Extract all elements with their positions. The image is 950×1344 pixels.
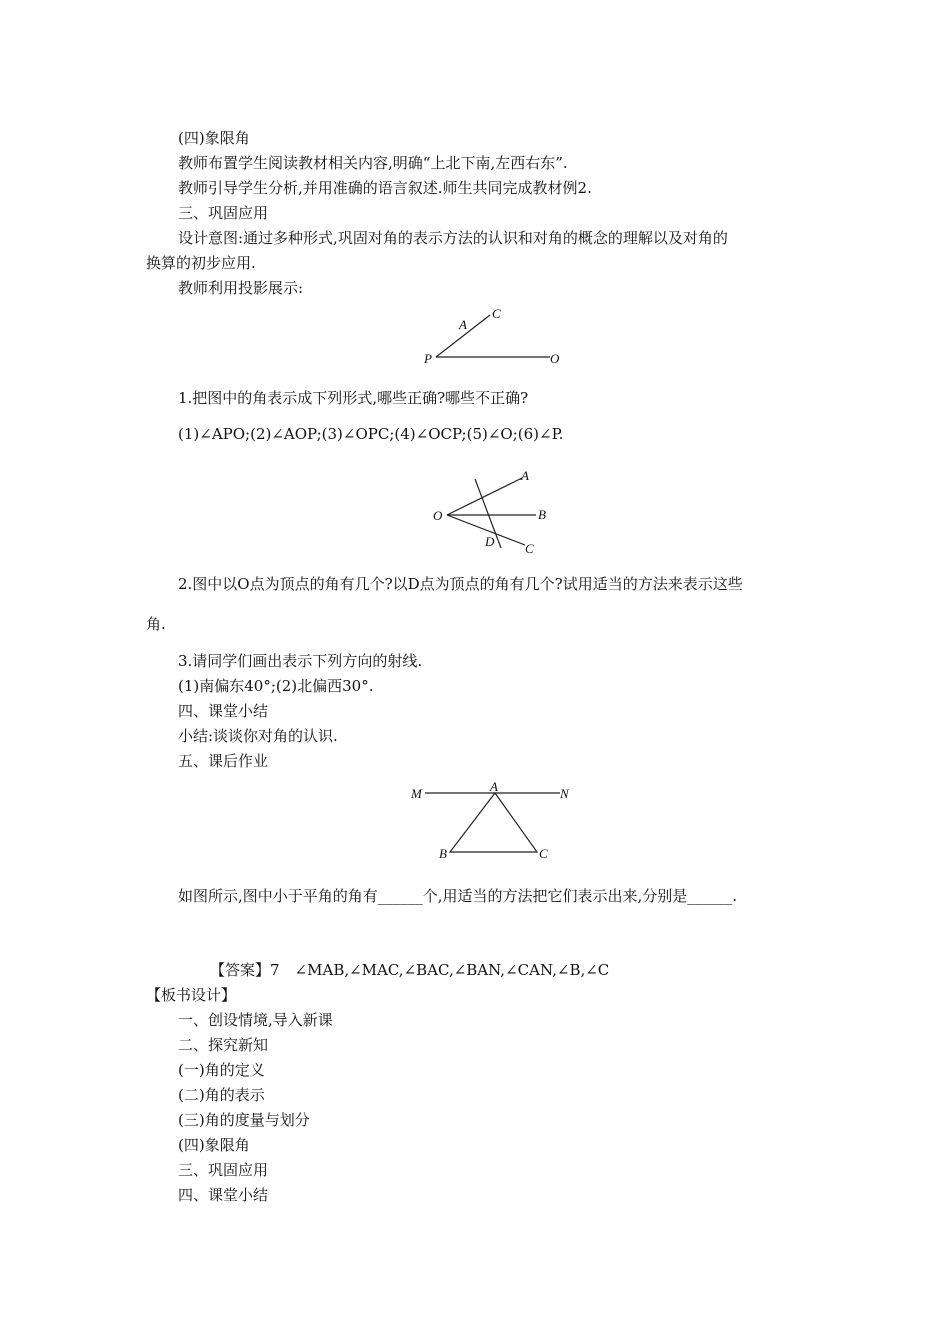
question-2-line-2: 角. [146,615,166,633]
question-3-text: 3.请同学们画出表示下列方向的射线. [178,652,423,670]
label-a: A [521,468,529,483]
design-intent-line-1: 设计意图:通过多种形式,巩固对角的表示方法的认识和对角的概念的理解以及对角的 [178,229,728,247]
label-m: M [411,786,422,801]
board-item: 四、课堂小结 [178,1186,269,1204]
board-item: (三)角的度量与划分 [178,1111,310,1129]
label-c: C [492,306,501,321]
section-summary-title: 四、课堂小结 [178,702,269,720]
section-quadrant-angle-title: (四)象限角 [178,129,250,147]
board-item: (二)角的表示 [178,1086,265,1104]
figure-rays-o [425,462,555,562]
projection-intro: 教师利用投影展示: [178,279,304,297]
label-a: A [490,779,498,794]
figure-triangle-mn [405,778,585,864]
label-o: O [433,508,443,523]
question-3-options: (1)南偏东40°;(2)北偏西30°. [178,677,374,695]
figure-angle-p [420,300,570,372]
question-1-options: (1)∠APO;(2)∠AOP;(3)∠OPC;(4)∠OCP;(5)∠O;(6)∠P. [178,425,564,443]
board-design-title: 【板书设计】 [146,986,237,1004]
answer-label: 【答案】 [210,961,271,979]
label-o: O [550,351,560,366]
summary-text: 小结:谈谈你对角的认识. [178,727,338,745]
question-2-line-1: 2.图中以O点为顶点的角有几个?以D点为顶点的角有几个?试用适当的方法来表示这些 [178,575,743,593]
label-a: A [459,317,467,332]
board-item: 二、探究新知 [178,1036,269,1054]
triangle-abc [450,793,537,852]
label-c: C [525,541,534,556]
question-1-text: 1.把图中的角表示成下列形式,哪些正确?哪些不正确? [178,389,529,407]
board-item: (四)象限角 [178,1136,250,1154]
answer-value: 7 ∠MAB,∠MAC,∠BAC,∠BAN,∠CAN,∠B,∠C [270,961,610,979]
label-b: B [538,507,546,522]
label-p: P [424,351,432,366]
exercise-text: 如图所示,图中小于平角的角有______个,用适当的方法把它们表示出来,分别是______. [178,887,738,905]
section-consolidation-title: 三、巩固应用 [178,204,269,222]
board-item: (一)角的定义 [178,1061,265,1079]
label-d: D [485,534,495,549]
label-b: B [439,846,447,861]
paragraph-guided-analysis: 教师引导学生分析,并用准确的语言叙述.师生共同完成教材例2. [178,179,592,197]
board-item: 一、创设情境,导入新课 [178,1011,333,1029]
section-homework-title: 五、课后作业 [178,752,269,770]
design-intent-line-2: 换算的初步应用. [146,254,256,272]
answer-line [210,960,609,980]
board-item: 三、巩固应用 [178,1161,269,1179]
ray-oa [447,478,522,515]
label-c: C [539,846,548,861]
label-n: N [560,786,569,801]
paragraph-reading-assignment: 教师布置学生阅读教材相关内容,明确“上北下南,左西右东”. [178,154,568,172]
